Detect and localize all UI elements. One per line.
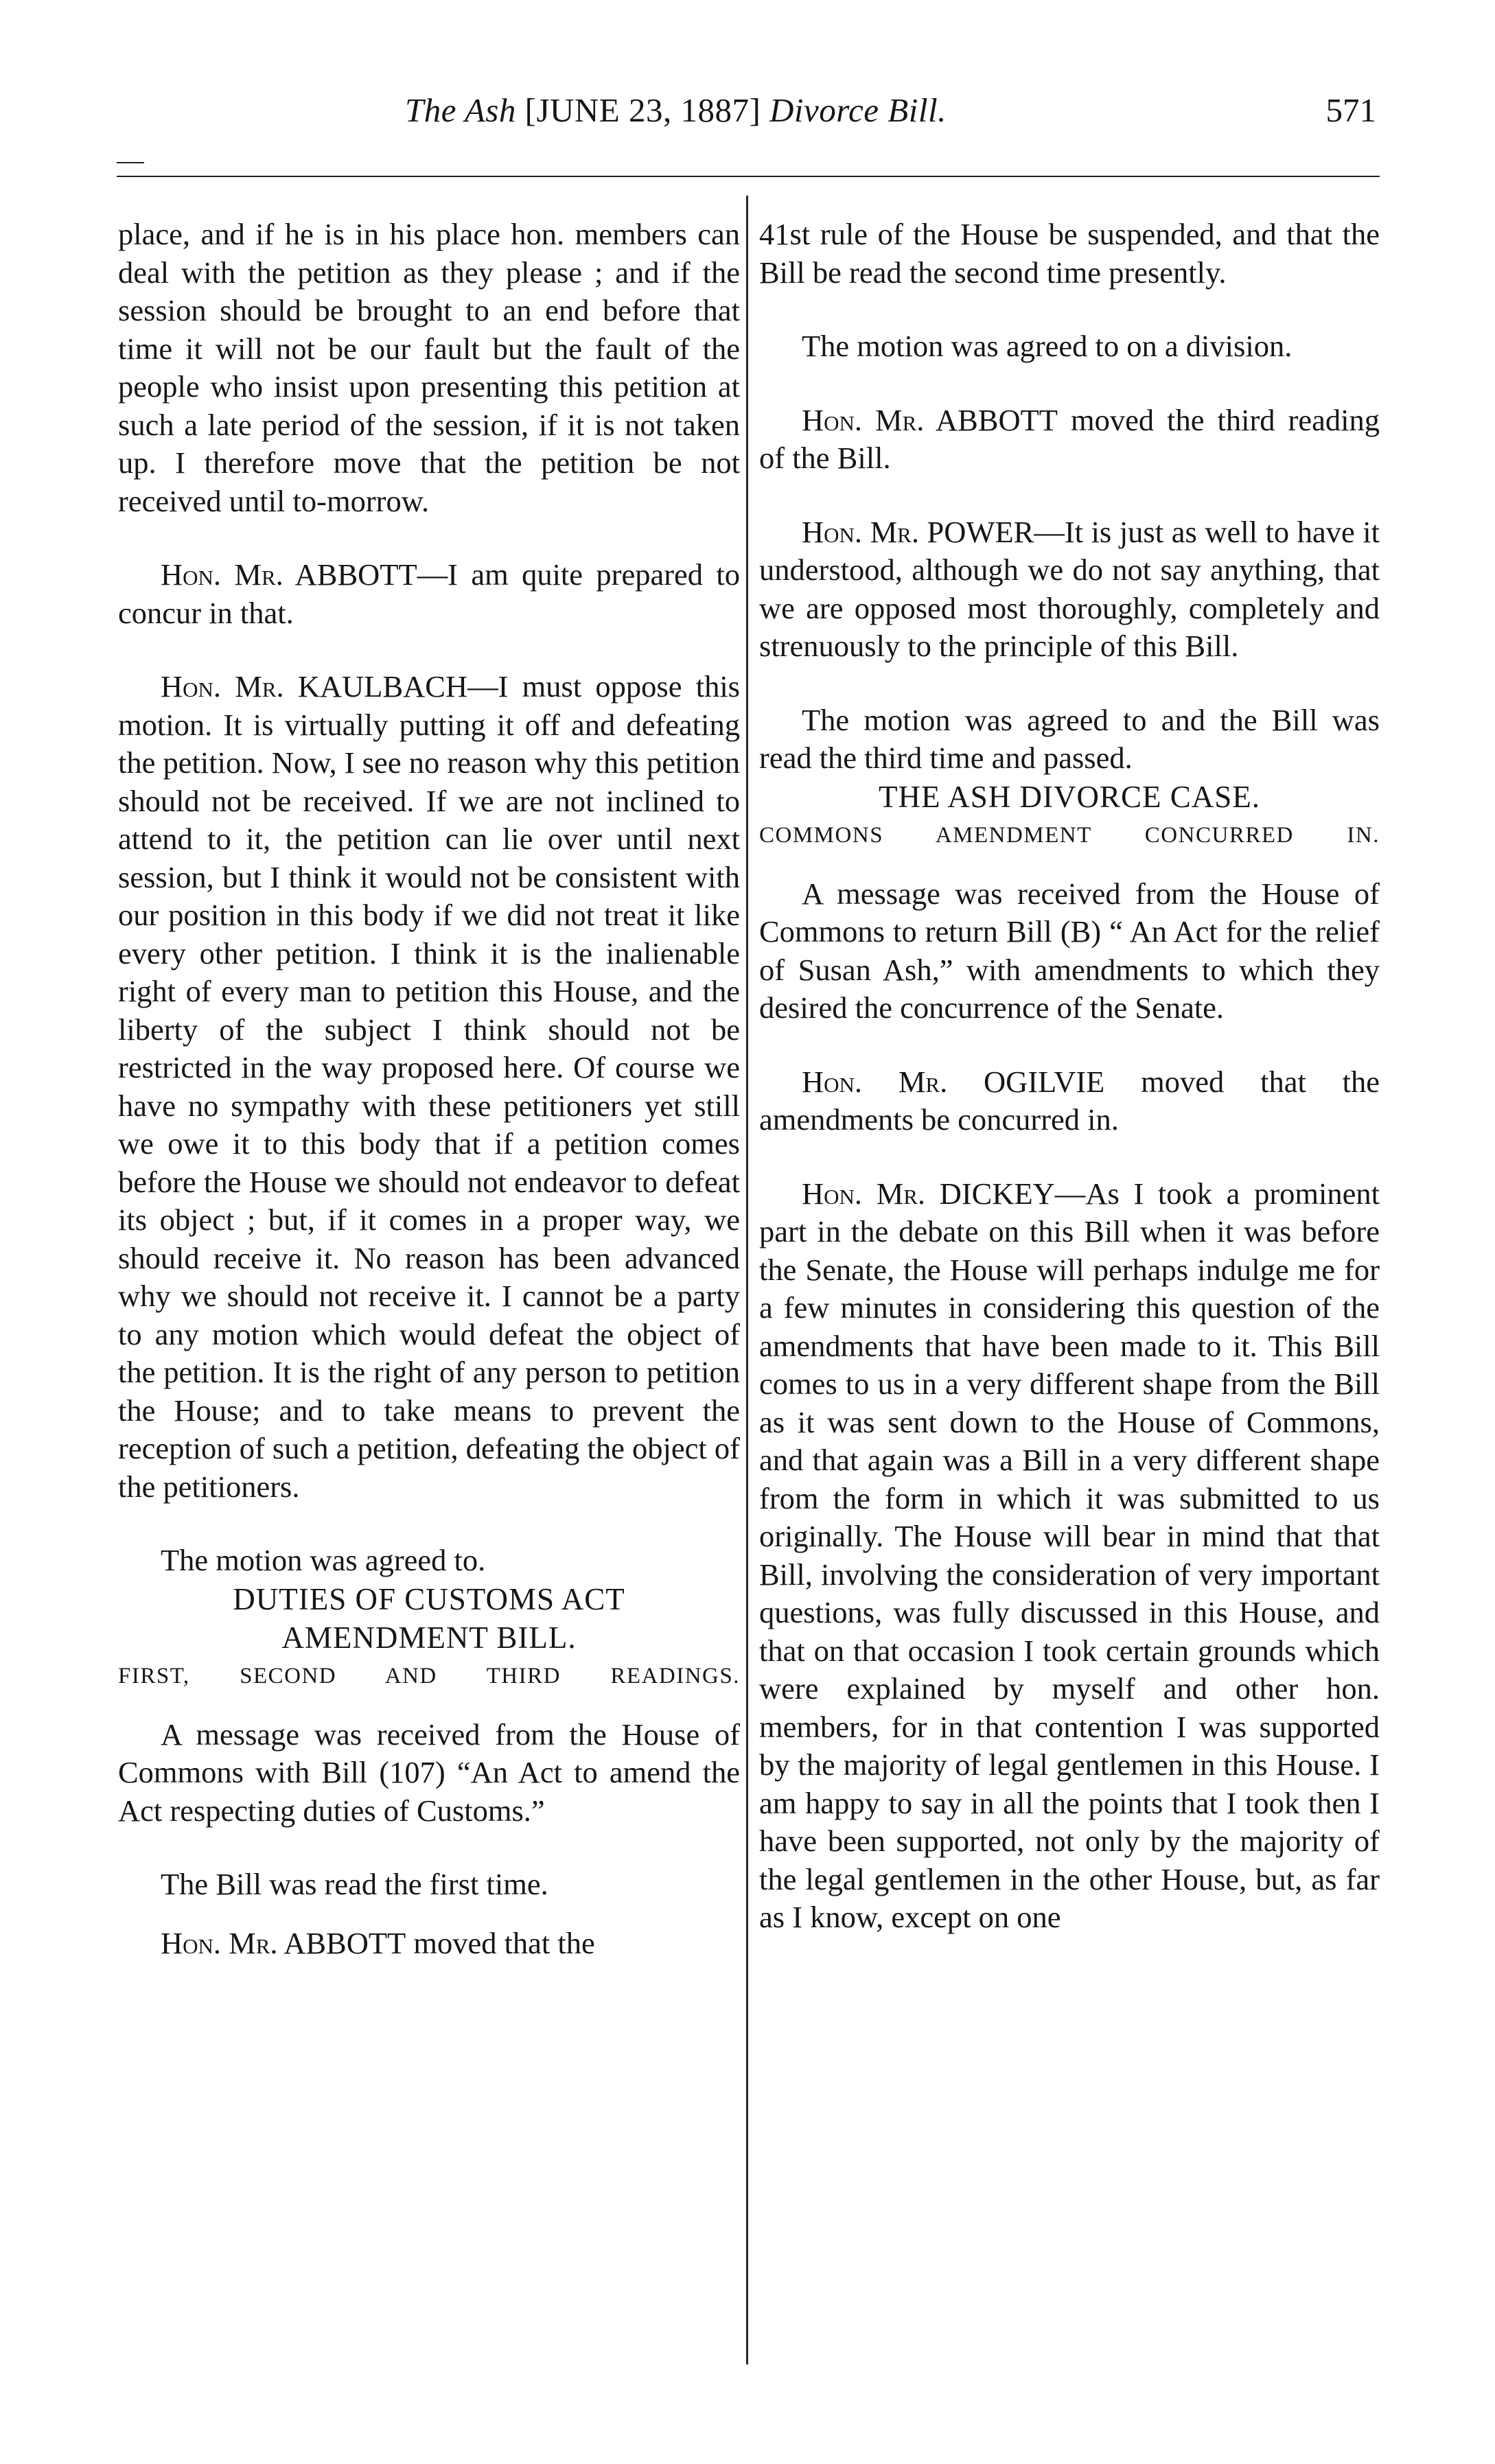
speaker-name: Hon. Mr. KAULBACH [161, 669, 468, 704]
speech-text: —I must oppose this motion. It is virtually putting it off and defeating the petition. Now, I see no reason why this petition should not be received. If we are not inclined to attend to it, the petition can lie over until next session, but I think it would not be consistent with our position in this body if we did not treat it like every other petition. I think it is the inalienable right of every man to petition this House, and the liberty of the subject I think should not be restricted in the way proposed here. Of course we have no sympathy with these petitioners yet still we owe it to this body that if a petition comes before the House we should not endeavor to defeat its object ; but, if it comes in a proper way, we should receive it. No reason has been advanced why we should not receive it. I cannot be a party to any motion which would defeat the object of the petition. It is the right of any person to petition the House; and to take means to prevent the reception of such a petition, defeating the object of the petitioners. [118, 669, 740, 1504]
right-paragraph-6: A message was received from the House of Commons to return Bill (B) “ An Act for the relief of Susan Ash,” with amendments to which they desired the concurrence of the Senate. [759, 876, 1380, 1025]
speaker-name: Hon. Mr. POWER [802, 514, 1034, 549]
right-paragraph-3 [759, 402, 1380, 478]
left-paragraph-1: place, and if he is in his place hon. members can deal with the petition as they please ; and if the session should be brought to an end before that time it will not be our fault but the fault of the people who insist upon presenting this petition at such a late period of the session, if it is not taken up. I therefore move that the petition be not received until to-morrow. [118, 217, 740, 518]
speaker-name: Hon. Mr. OGILVIE [802, 1064, 1105, 1099]
speech-text: moved that the amendments be concurred in. [759, 1064, 1380, 1137]
speaker-name: Hon. Mr. DICKEY [802, 1176, 1055, 1211]
heading-line-1: DUTIES OF CUSTOMS ACT [233, 1581, 625, 1616]
header-short-rule [117, 162, 144, 163]
header-date: [JUNE 23, 1887] [515, 91, 770, 129]
left-paragraph-3 [118, 668, 740, 1506]
speaker-name: Hon. Mr. ABBOTT [161, 557, 417, 592]
section-subheading-readings: FIRST, SECOND AND THIRD READINGS. [118, 1663, 740, 1688]
right-paragraph-4 [759, 513, 1380, 666]
speech-text: —I am quite prepared to concur in that. [118, 557, 741, 630]
right-paragraph-8 [759, 1175, 1380, 1937]
speech-text: moved the third reading of the Bill. [759, 402, 1380, 475]
header-rule [117, 176, 1380, 177]
speech-text: moved that the [406, 1925, 595, 1960]
section-subheading-amendment: COMMONS AMENDMENT CONCURRED IN. [759, 822, 1380, 848]
speaker-name: Hon. Mr. ABBOTT [161, 1925, 406, 1960]
column-divider [746, 196, 748, 2364]
right-column [759, 216, 1380, 1937]
speech-text: —It is just as well to have it understood, although we do not say anything, that we are opposed most thoroughly, completely and strenuously to the principle of this Bill. [759, 514, 1380, 663]
header-title-italic-2: Divorce Bill. [769, 91, 947, 129]
left-column [118, 216, 740, 1962]
page-number: 571 [1325, 91, 1376, 129]
left-paragraph-2 [118, 556, 740, 632]
right-paragraph-5: The motion was agreed to and the Bill was read the third time and passed. [759, 702, 1380, 775]
left-paragraph-4: The motion was agreed to. [161, 1543, 486, 1577]
right-paragraph-7 [759, 1063, 1380, 1139]
speaker-name: Hon. Mr. ABBOTT [802, 402, 1058, 437]
running-header [405, 91, 1160, 130]
section-heading-customs [118, 1580, 740, 1657]
left-paragraph-5: A message was received from the House of Commons with Bill (107) “An Act to amend the Act respecting duties of Customs.” [118, 1717, 740, 1828]
header-title-italic-1: The Ash [405, 91, 516, 129]
section-heading-ash-divorce: THE ASH DIVORCE CASE. [878, 779, 1261, 814]
speech-text: —As I took a prominent part in the debate on this Bill when it was before the Senate, the House will perhaps indulge me for a few minutes in considering this question of the amendments that have been made to it. This Bill comes to us in a very different shape from the Bill as it was sent down to the House of Commons, and that again was a Bill in a very different shape from the form in which it was submitted to us originally. The House will bear in mind that that Bill, involving the consideration of very important questions, was fully discussed in this House, and that on that occasion I took certain grounds which were explained by myself and other hon. members, for in that contention I was supported by the majority of legal gentlemen in this House. I am happy to say in all the points that I took then I have been supported, not only by the majority of the legal gentlemen in the other House, but, as far as I know, except on one [759, 1176, 1380, 1934]
left-paragraph-7 [118, 1925, 740, 1963]
heading-line-2: AMENDMENT BILL. [281, 1620, 577, 1655]
right-paragraph-2: The motion was agreed to on a division. [802, 329, 1293, 363]
left-paragraph-6: The Bill was read the first time. [161, 1867, 548, 1901]
right-paragraph-1: 41st rule of the House be suspended, and that the Bill be read the second time presently. [759, 217, 1380, 290]
